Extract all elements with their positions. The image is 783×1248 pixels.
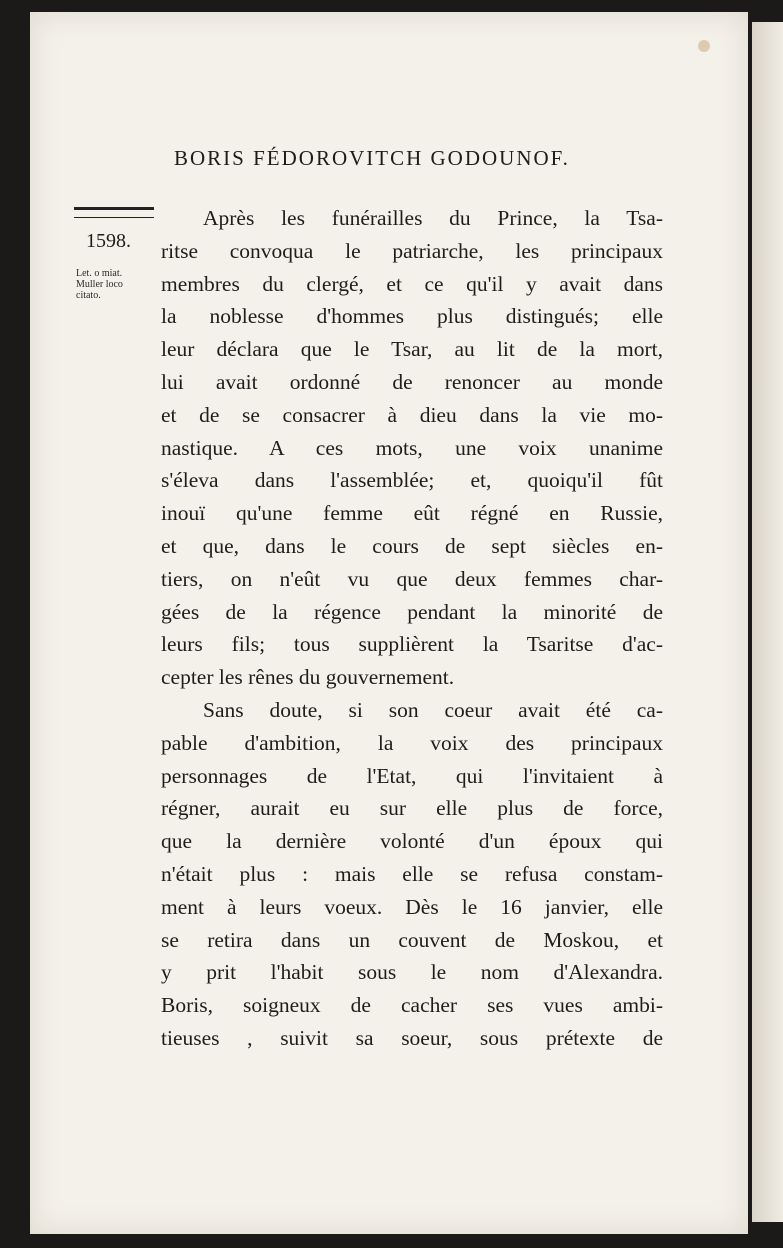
text-line: se retira dans un couvent de Moskou, et <box>161 927 663 952</box>
section-ornament-rule <box>74 207 154 218</box>
margin-note-line: citato. <box>76 290 101 301</box>
text-line: inouï qu'une femme eût régné en Russie, <box>161 501 663 526</box>
margin-source-note <box>76 268 158 301</box>
text-line: la noblesse d'hommes plus distingués; elle <box>161 304 663 329</box>
text-line: tiers, on n'eût vu que deux femmes char- <box>161 566 663 591</box>
text-line: personnages de l'Etat, qui l'invitaient à <box>161 763 663 788</box>
body-text <box>161 202 663 1055</box>
text-line: leurs fils; tous supplièrent la Tsaritse d'ac- <box>161 632 663 657</box>
text-line: n'était plus : mais elle se refusa constam- <box>161 861 663 886</box>
text-line: y prit l'habit sous le nom d'Alexandra. <box>161 960 663 985</box>
text-line: et de se consacrer à dieu dans la vie mo- <box>161 402 663 427</box>
text-line: gées de la régence pendant la minorité de <box>161 599 663 624</box>
margin-year: 1598. <box>86 230 131 252</box>
text-line: et que, dans le cours de sept siècles en- <box>161 533 663 558</box>
text-line: Après les funérailles du Prince, la Tsa- <box>203 206 663 230</box>
text-line: Sans doute, si son coeur avait été ca- <box>203 697 663 722</box>
text-line: s'éleva dans l'assemblée; et, quoiqu'il fût <box>161 468 663 493</box>
text-line: régner, aurait eu sur elle plus de force, <box>161 796 663 821</box>
margin-note-line: Muller loco <box>76 279 123 290</box>
text-line: Boris, soigneux de cacher ses vues ambi- <box>161 993 663 1018</box>
text-line: leur déclara que le Tsar, au lit de la mort, <box>161 337 663 362</box>
text-line: pable d'ambition, la voix des principaux <box>161 730 663 755</box>
text-line: ritse convoqua le patriarche, les principaux <box>161 238 663 263</box>
text-line: lui avait ordonné de renoncer au monde <box>161 369 663 394</box>
margin-note-line: Let. o miat. <box>76 268 123 279</box>
text-line: que la dernière volonté d'un époux qui <box>161 829 663 854</box>
text-line: cepter les rênes du gouvernement. <box>161 665 455 690</box>
adjacent-page-edge <box>752 22 783 1222</box>
running-header: BORIS FÉDOROVITCH GODOUNOF. <box>174 146 570 170</box>
text-line: ment à leurs voeux. Dès le 16 janvier, elle <box>161 894 663 919</box>
text-line: tieuses , suivit sa soeur, sous prétexte de <box>161 1025 663 1050</box>
text-line: nastique. A ces mots, une voix unanime <box>161 435 663 460</box>
paragraph-2 <box>161 694 663 1055</box>
text-line: membres du clergé, et ce qu'il y avait dans <box>161 271 663 296</box>
paragraph-1 <box>161 202 663 694</box>
paper-stain <box>698 40 710 52</box>
